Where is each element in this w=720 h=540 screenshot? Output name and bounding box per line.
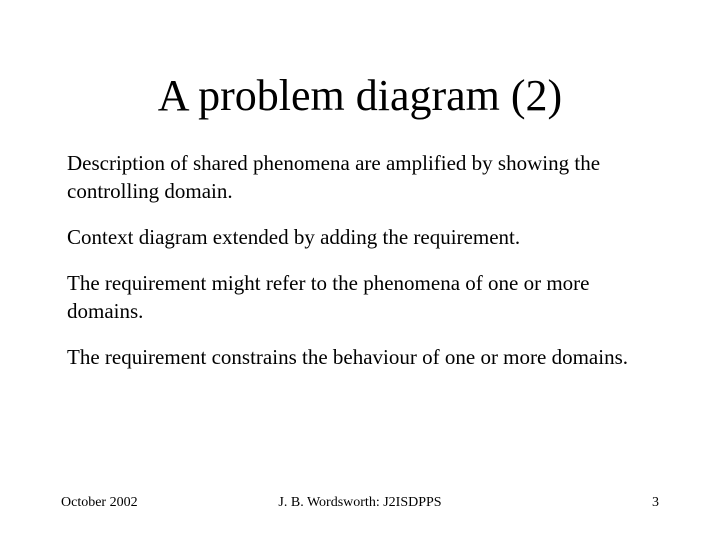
body-paragraph: Description of shared phenomena are amplified by showing the controlling domain. <box>67 151 601 203</box>
footer-page-number: 3 <box>652 495 659 510</box>
slide-body <box>67 149 667 389</box>
footer-date: October 2002 <box>61 495 138 510</box>
body-paragraph: The requirement constrains the behaviour of one or more domains. <box>67 345 628 369</box>
body-paragraph: The requirement might refer to the phenomena of one or more domains. <box>67 271 590 323</box>
footer-author: J. B. Wordsworth: J2ISDPPS <box>278 495 442 510</box>
slide-title: A problem diagram (2) <box>157 71 563 120</box>
body-paragraph: Context diagram extended by adding the requirement. <box>67 225 521 249</box>
